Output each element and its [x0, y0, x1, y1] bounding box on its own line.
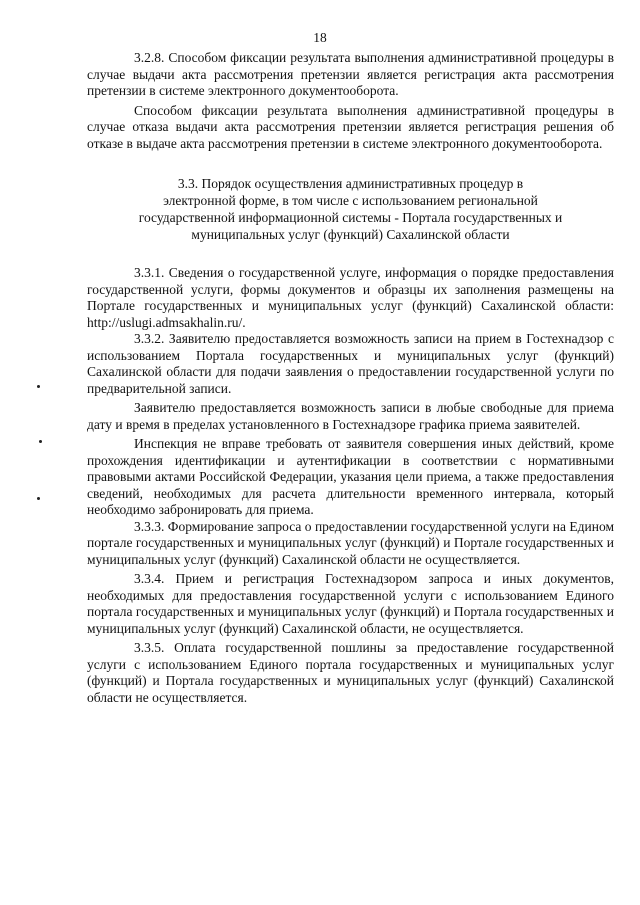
paragraph-3-3-2: 3.3.2. Заявителю предоставляется возможность записи на прием в Гостехнадзор с использованием Портала государственных и муниципальных услуг (функций) Сахалинской области для подачи заявления о предоставлении государственной услуги по предварительной записи. — [87, 331, 614, 396]
paragraph-3-3-5: 3.3.5. Оплата государственной пошлины за предоставление государственной услуги с использованием Единого портала государственных и муниципальных услуг (функций) и Портала государственных и муниципальных услуг (функций) Сахалинской области не осуществляется. — [87, 640, 614, 705]
heading-line: 3.3. Порядок осуществления административных процедур в — [177, 176, 524, 191]
margin-mark — [39, 440, 42, 443]
paragraph-3-3-1: 3.3.1. Сведения о государственной услуге, информация о порядке предоставления государственной услуги, формы документов и образцы их заполнения размещены на Портале государственных и муниципальных услуг (функций) Сахалинской области: http://uslugi.admsakhalin.ru/. — [87, 265, 614, 330]
paragraph-inspection: Инспекция не вправе требовать от заявителя совершения иных действий, кроме прохождения идентификации и аутентификации в соответствии с нормативными правовыми актами Российской Федерации, указания цели приема, а также предоставления сведений, необходимых для расчета длительности временного интервала, который необходимо забронировать для приема. — [87, 436, 614, 517]
paragraph-fixation-refusal: Способом фиксации результата выполнения административной процедуры в случае отказа выдачи акта рассмотрения претензии является регистрация решения об отказе в выдаче акта рассмотрения претензии в системе электронного документооборота. — [87, 102, 614, 151]
paragraph-booking: Заявителю предоставляется возможность записи в любые свободные для приема дату и время в пределах установленного в Гостехнадзоре графика приема заявителей. — [87, 400, 614, 432]
page-number: 18 — [313, 30, 327, 45]
paragraph-3-3-3: 3.3.3. Формирование запроса о предоставлении государственной услуги на Едином портале государственных и муниципальных услуг (функций) и Портале государственных и муниципальных услуг (функций) Сахалинской области не осуществляется. — [87, 518, 614, 567]
margin-mark — [37, 497, 40, 500]
paragraph-3-3-4: 3.3.4. Прием и регистрация Гостехнадзором запроса и иных документов, необходимых для предоставления государственной услуги с использованием Единого портала государственных и муниципальных услуг (функций) и Портала государственных и муниципальных услуг (функций) Сахалинской области, не осуществляется. — [87, 571, 614, 636]
document-body — [87, 50, 614, 706]
margin-mark — [37, 385, 40, 388]
heading-line: муниципальных услуг (функций) Сахалинской области — [191, 227, 510, 242]
heading-line: государственной информационной системы - Портала государственных и — [138, 210, 563, 225]
heading-line: электронной форме, в том числе с использованием региональной — [163, 193, 538, 208]
paragraph-3-2-8: 3.2.8. Способом фиксации результата выполнения административной процедуры в случае выдачи акта рассмотрения претензии является регистрация акта рассмотрения претензии в системе электронного документооборота. — [87, 50, 614, 98]
section-heading-3-3 — [87, 175, 614, 243]
